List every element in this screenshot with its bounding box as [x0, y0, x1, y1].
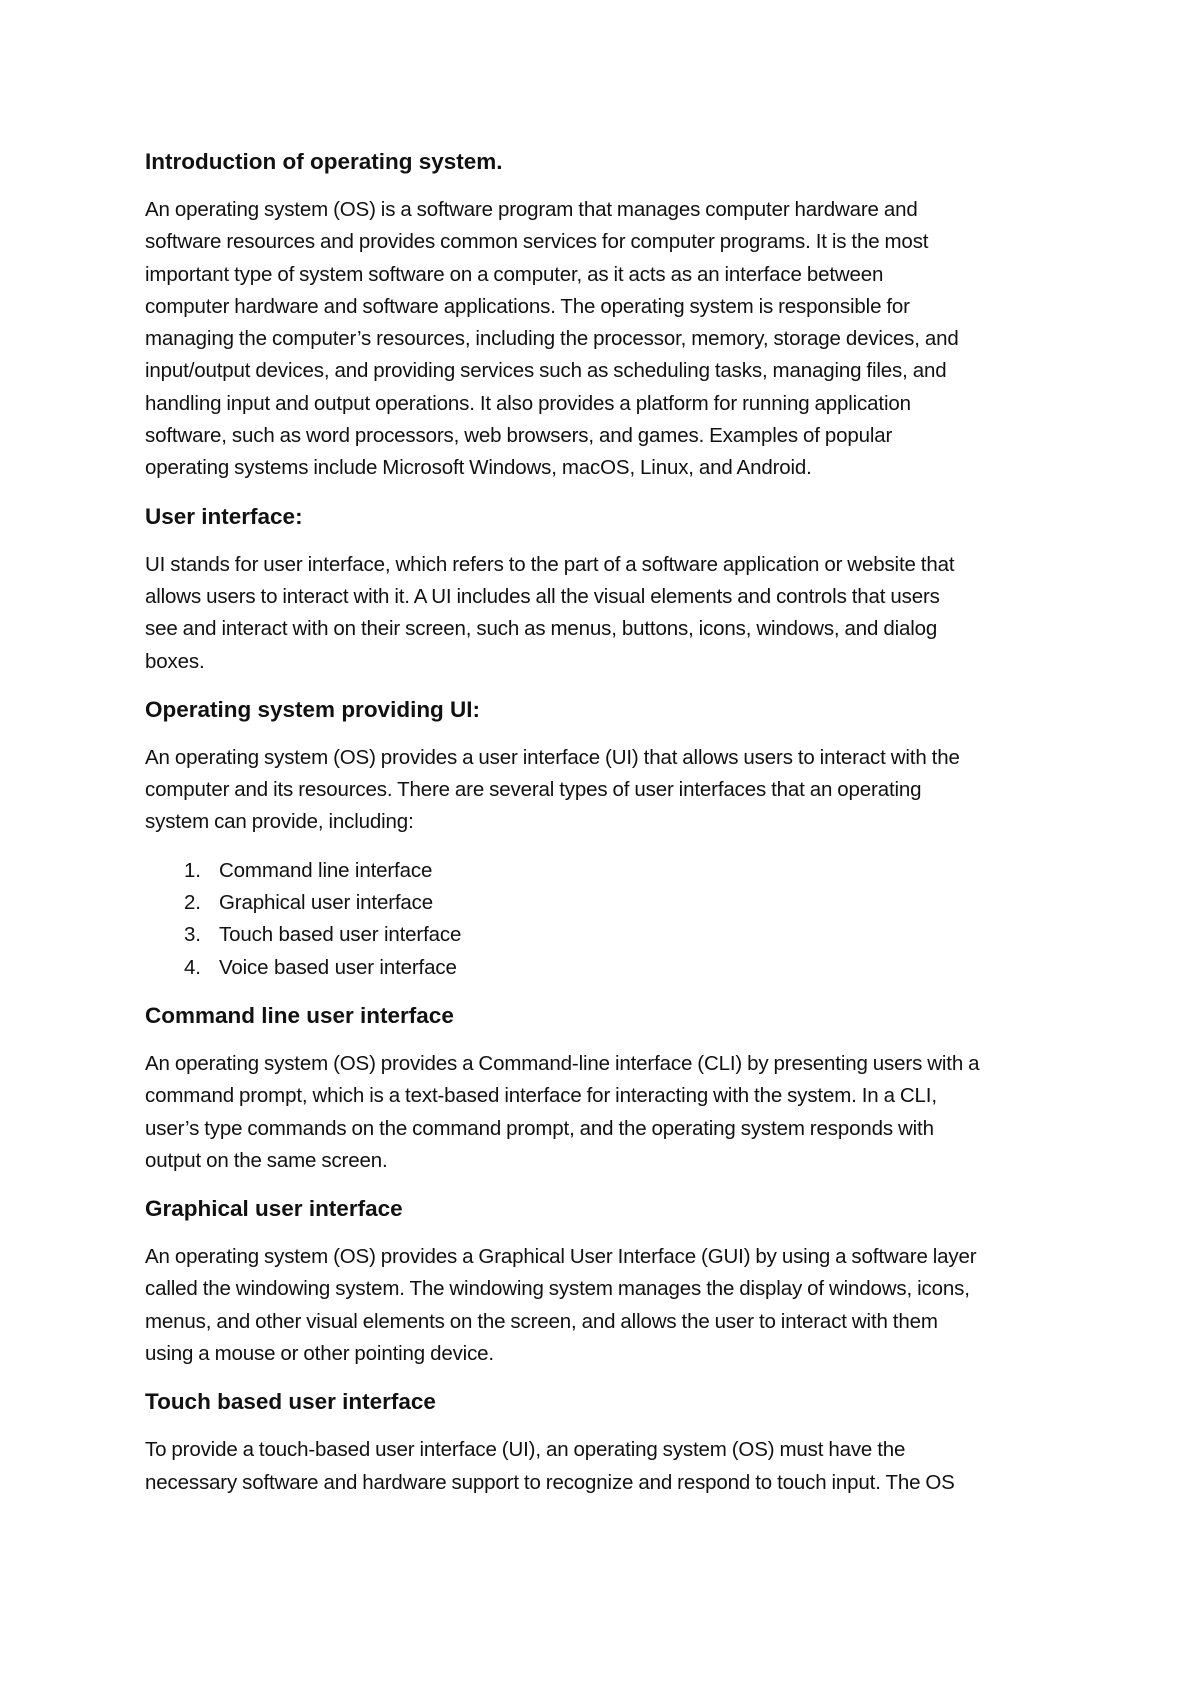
- paragraph-line: UI stands for user interface, which refers to the part of a software application or website that: [145, 552, 955, 576]
- section-paragraph: [145, 194, 1075, 485]
- section-introduction: [145, 146, 1075, 485]
- list-number: 4.: [184, 955, 201, 979]
- paragraph-line: menus, and other visual elements on the screen, and allows the user to interact with them: [145, 1309, 938, 1333]
- paragraph-line: operating systems include Microsoft Windows, macOS, Linux, and Android.: [145, 456, 812, 480]
- paragraph-line: An operating system (OS) provides a Graphical User Interface (GUI) by using a software layer: [145, 1245, 977, 1269]
- section-graphical: [145, 1193, 1075, 1370]
- list-item: [145, 952, 1075, 984]
- section-heading: Touch based user interface: [145, 1389, 436, 1415]
- section-paragraph: [145, 742, 1075, 839]
- document-page: [145, 146, 1075, 1515]
- paragraph-line: see and interact with on their screen, such as menus, buttons, icons, windows, and dialog: [145, 617, 938, 641]
- paragraph-line: software, such as word processors, web browsers, and games. Examples of popular: [145, 424, 893, 448]
- paragraph-line: handling input and output operations. It also provides a platform for running application: [145, 391, 911, 415]
- paragraph-line: using a mouse or other pointing device.: [145, 1342, 494, 1366]
- paragraph-line: called the windowing system. The windowing system manages the display of windows, icons,: [145, 1277, 970, 1301]
- section-touch-based: [145, 1386, 1075, 1499]
- section-heading: User interface:: [145, 503, 303, 529]
- paragraph-line: input/output devices, and providing services such as scheduling tasks, managing files, and: [145, 359, 947, 383]
- section-user-interface: [145, 501, 1075, 678]
- paragraph-line: necessary software and hardware support to recognize and respond to touch input. The OS: [145, 1470, 955, 1494]
- section-command-line: [145, 1000, 1075, 1177]
- section-heading: Operating system providing UI:: [145, 696, 481, 722]
- list-number: 3.: [184, 923, 201, 947]
- section-heading: Command line user interface: [145, 1002, 454, 1028]
- paragraph-line: output on the same screen.: [145, 1148, 388, 1172]
- paragraph-line: managing the computer’s resources, including the processor, memory, storage devices, and: [145, 327, 959, 351]
- section-paragraph: [145, 549, 1075, 678]
- paragraph-line: software resources and provides common services for computer programs. It is the most: [145, 230, 929, 254]
- section-heading: Graphical user interface: [145, 1196, 403, 1222]
- ui-types-list: [145, 855, 1075, 984]
- paragraph-line: An operating system (OS) is a software program that manages computer hardware and: [145, 198, 918, 221]
- list-item: [145, 887, 1075, 919]
- list-number: 2.: [184, 891, 201, 915]
- list-text: Touch based user interface: [219, 923, 462, 947]
- section-paragraph: [145, 1434, 1075, 1499]
- list-number: 1.: [184, 858, 201, 882]
- list-item: [145, 855, 1075, 887]
- paragraph-line: user’s type commands on the command prompt, and the operating system responds with: [145, 1116, 934, 1140]
- paragraph-line: allows users to interact with it. A UI includes all the visual elements and controls that users: [145, 584, 940, 608]
- paragraph-line: boxes.: [145, 649, 205, 673]
- paragraph-line: An operating system (OS) provides a Command-line interface (CLI) by presenting users with a: [145, 1051, 980, 1075]
- paragraph-line: system can provide, including:: [145, 810, 414, 834]
- paragraph-line: To provide a touch-based user interface (UI), an operating system (OS) must have the: [145, 1438, 906, 1462]
- list-item: [145, 919, 1075, 951]
- paragraph-line: important type of system software on a computer, as it acts as an interface between: [145, 262, 884, 286]
- list-text: Voice based user interface: [219, 955, 457, 979]
- list-text: Command line interface: [219, 858, 433, 882]
- section-heading: Introduction of operating system.: [145, 149, 503, 174]
- paragraph-line: An operating system (OS) provides a user interface (UI) that allows users to interact with the: [145, 745, 960, 769]
- list-text: Graphical user interface: [219, 891, 434, 915]
- section-paragraph: [145, 1048, 1075, 1177]
- paragraph-line: command prompt, which is a text-based interface for interacting with the system. In a CLI,: [145, 1084, 937, 1108]
- paragraph-line: computer hardware and software applications. The operating system is responsible for: [145, 294, 910, 318]
- paragraph-line: computer and its resources. There are several types of user interfaces that an operating: [145, 778, 922, 802]
- section-os-providing-ui: [145, 694, 1075, 984]
- section-paragraph: [145, 1241, 1075, 1370]
